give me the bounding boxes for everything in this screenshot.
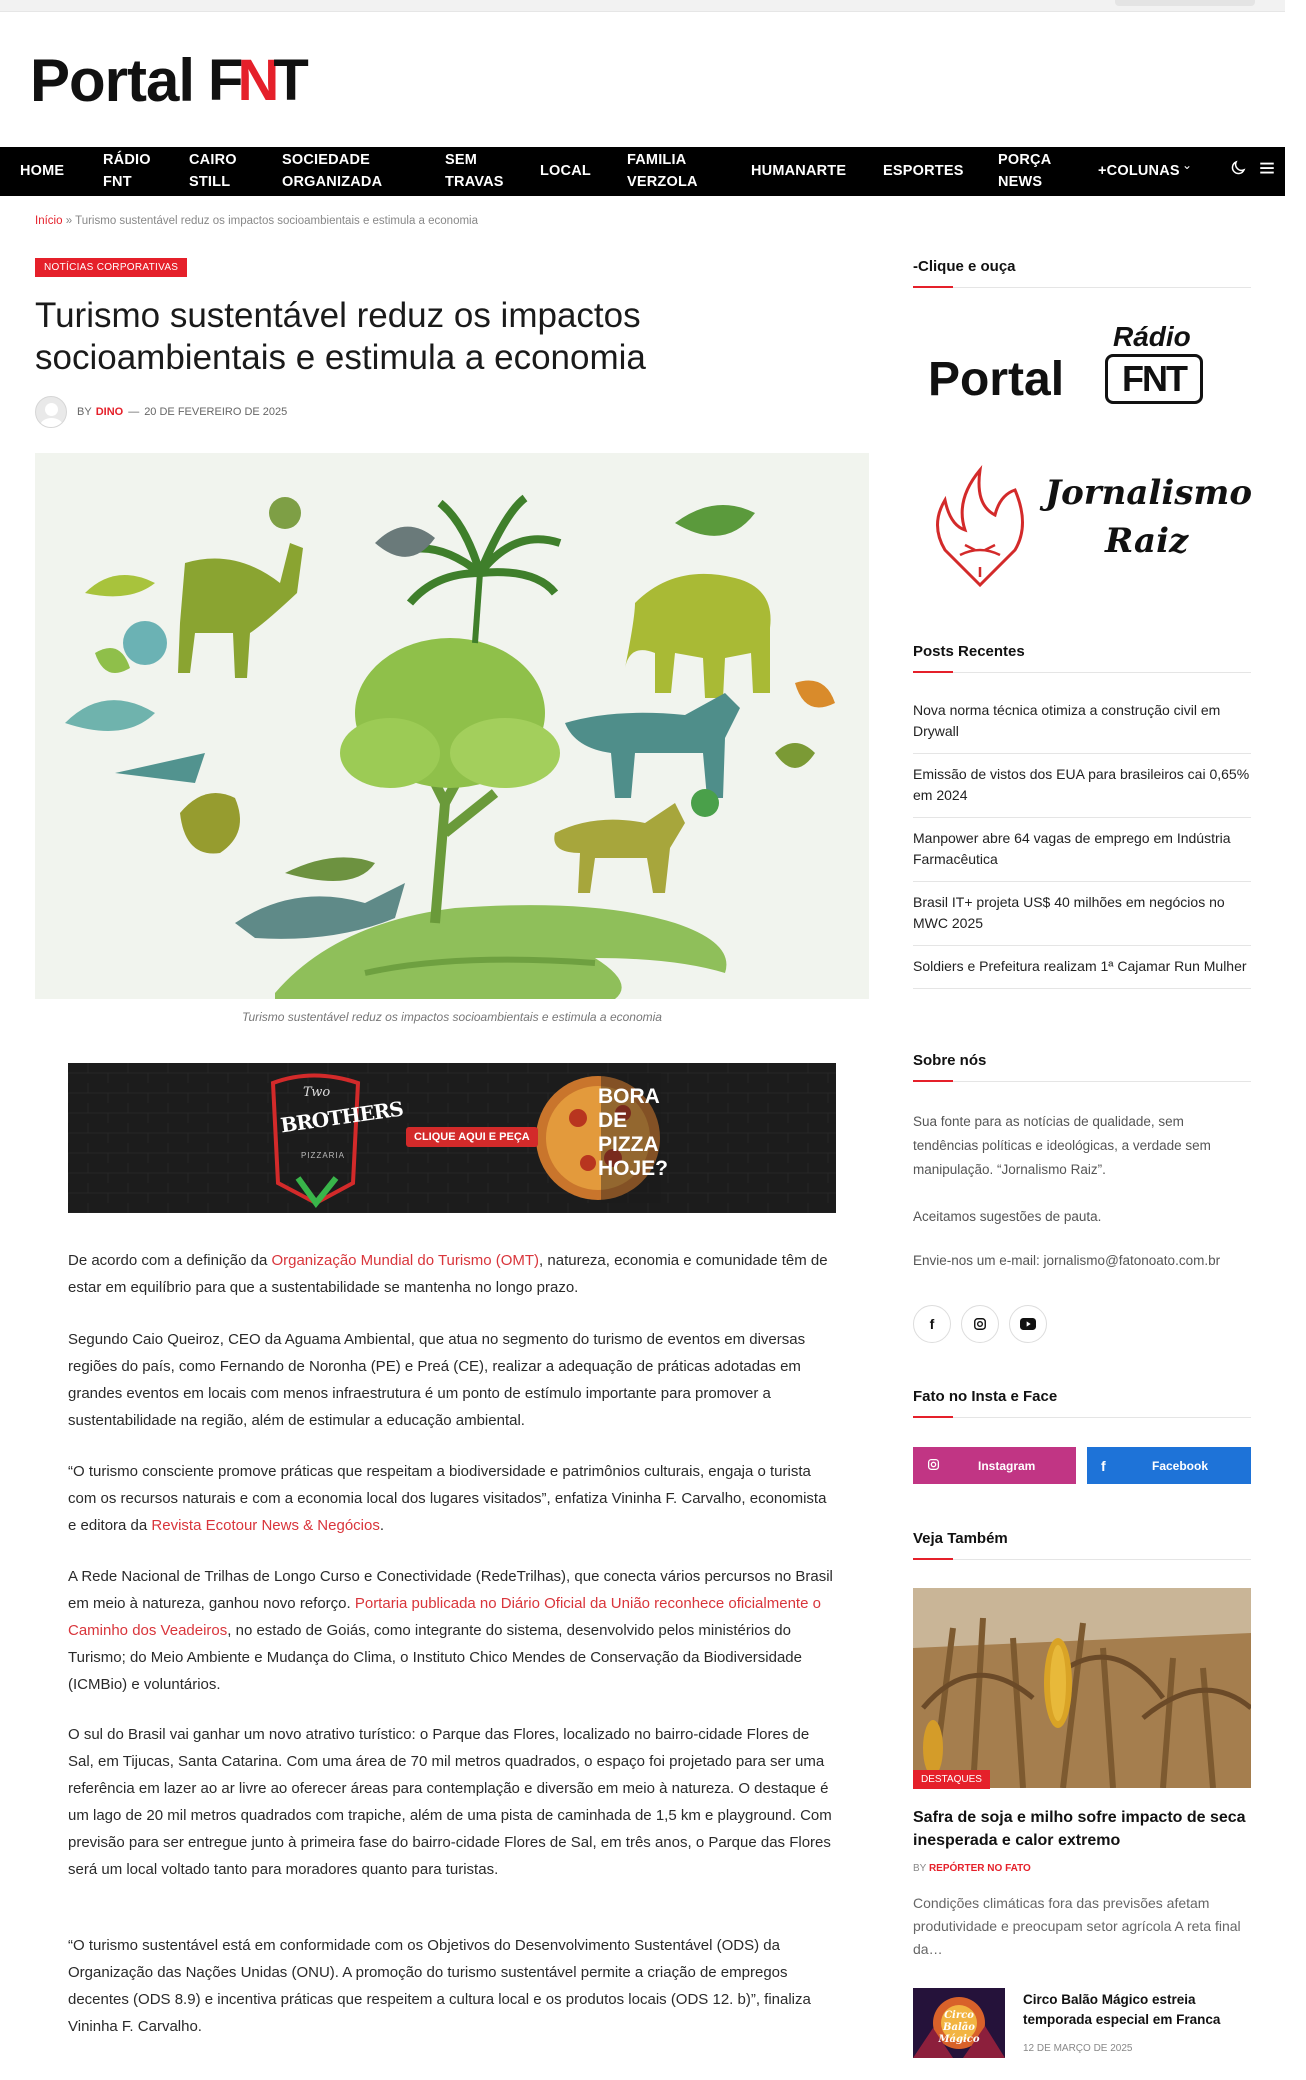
- instagram-icon: [927, 1458, 961, 1474]
- article-paragraph-6: [68, 1932, 838, 2040]
- paragraph-5-text: O sul do Brasil vai ganhar um novo atrativo turístico: o Parque das Flores, localizado no bairro-cidade Flores de Sal, em Tijucas, Santa Catarina. Com uma área de 70 mil metros quadrados, o espaço foi projetado para ser uma referência em lazer ao ar livre ao oferecer áreas para contemplação e diversão em meio à natureza. O destaque é um lago de 20 mil metros quadrados com trapiche, além de uma pista de caminhada de 1,5 km e playground. Com previsão para ser entregue junto à primeira fase do bairro-cidade Flores de Sal, em três anos, o Parque das Flores será um local voltado tanto para moradores quanto para turistas.: [68, 1726, 832, 1878]
- nav-item-home[interactable]: HOME: [20, 163, 65, 179]
- logo-fnt-f: F: [208, 48, 244, 113]
- instagram-icon[interactable]: [961, 1305, 999, 1343]
- author-link[interactable]: DINO: [95, 406, 124, 418]
- radio-fnt-logo[interactable]: [925, 318, 1215, 408]
- paragraph-3-text-b: .: [379, 1517, 385, 1534]
- date-separator: —: [128, 406, 140, 418]
- widget-title-listen: -Clique e ouça: [913, 258, 1251, 288]
- raiz-word: Raiz: [1105, 521, 1189, 561]
- breadcrumb-separator: »: [65, 215, 73, 227]
- chevron-down-icon: ⌄: [1182, 158, 1193, 172]
- facebook-icon: f: [1101, 1457, 1106, 1474]
- radio-logo-fnt: FNT: [1105, 354, 1203, 404]
- ad-brand-sub: PIZZARIA: [301, 1151, 346, 1160]
- facebook-button[interactable]: [1087, 1447, 1251, 1484]
- link-revista-ecotour[interactable]: Revista Ecotour News & Negócios: [151, 1517, 380, 1534]
- hamburger-menu-icon[interactable]: [1258, 159, 1276, 182]
- nav-item-sociedade-organizada[interactable]: SOCIEDADE ORGANIZADA: [282, 152, 383, 190]
- logo-fnt-t: T: [273, 48, 309, 113]
- author-avatar[interactable]: [35, 396, 67, 428]
- paragraph-4-text-a: A Rede Nacional de Trilhas de Longo Curso e Conectividade (RedeTrilhas), que conecta vários percursos no Brasil em meio à natureza, ganhou novo reforço.: [68, 1568, 833, 1612]
- link-omt[interactable]: Organização Mundial do Turismo (OMT): [271, 1252, 540, 1269]
- logo-fnt-n: N: [237, 48, 280, 113]
- ad-brand-top: Two: [303, 1085, 331, 1100]
- veja-post-byline: [913, 1863, 1031, 1874]
- jornalismo-word: Jornalismo: [1045, 473, 1253, 513]
- fox-flame-icon: [925, 455, 1035, 590]
- small-post-thumbnail[interactable]: [913, 1988, 1005, 2058]
- article-paragraph-3: [68, 1458, 838, 1539]
- widget-title-about: Sobre nós: [913, 1052, 1251, 1082]
- paragraph-6-text: “O turismo sustentável está em conformidade com os Objetivos do Desenvolvimento Sustentável (ODS) da Organização das Nações Unidas (ONU). A promoção do turismo sustentável permite a criação de empregos decentes (ODS 8.9) e incentiva práticas que respeitem a cultura local e os produtos locais (ODS 12. b)”, finaliza Vininha F. Carvalho.: [68, 1937, 811, 2035]
- veja-post-badge[interactable]: DESTAQUES: [913, 1770, 990, 1789]
- widget-title-social: Fato no Insta e Face: [913, 1388, 1251, 1418]
- dark-mode-moon-icon[interactable]: [1229, 159, 1247, 182]
- nav-item-familia-verzola[interactable]: FAMILIA VERZOLA: [627, 152, 698, 190]
- youtube-icon[interactable]: [1009, 1305, 1047, 1343]
- nav-item-cairo-still[interactable]: CAIRO STILL: [189, 152, 237, 190]
- about-suggest: Aceitamos sugestões de pauta.: [913, 1209, 1102, 1224]
- veja-author-link[interactable]: REPÓRTER NO FATO: [928, 1863, 1031, 1874]
- small-post-thumb-text: Circo Balão Mágico: [938, 2010, 980, 2045]
- breadcrumb-home-link[interactable]: Início: [35, 215, 63, 227]
- small-post-date: 12 DE MARÇO DE 2025: [1023, 2043, 1133, 2054]
- article-meta: [35, 396, 287, 428]
- nav-item-colunas[interactable]: +COLUNAS: [1098, 163, 1180, 179]
- logo-word: Portal: [30, 47, 195, 114]
- instagram-button[interactable]: [913, 1447, 1076, 1484]
- nav-item-radio-fnt[interactable]: RÁDIO FNT: [103, 152, 151, 190]
- main-nav: [0, 147, 1285, 196]
- ad-tagline-line-1: BORA: [598, 1085, 660, 1108]
- article-paragraph-2: [68, 1326, 838, 1434]
- breadcrumb-current: Turismo sustentável reduz os impactos socioambientais e estimula a economia: [75, 215, 479, 227]
- recent-post-link[interactable]: Nova norma técnica otimiza a construção civil em Drywall: [913, 690, 1251, 754]
- ad-tagline-line-4: HOJE?: [598, 1157, 669, 1180]
- site-logo[interactable]: [30, 47, 309, 114]
- veja-post-title[interactable]: Safra de soja e milho sofre impacto de seca inesperada e calor extremo: [913, 1809, 1246, 1849]
- ad-tagline-line-3: PIZZA: [598, 1133, 659, 1156]
- by-label: BY: [77, 406, 92, 418]
- nav-item-local[interactable]: LOCAL: [540, 163, 591, 179]
- breadcrumb: [35, 215, 478, 227]
- top-bar: [0, 0, 1285, 12]
- recent-post-link[interactable]: Manpower abre 64 vagas de emprego em Indústria Farmacêutica: [913, 818, 1251, 882]
- top-search-pill[interactable]: [1115, 0, 1255, 6]
- paragraph-1-text-b: , natureza, economia e comunidade têm de estar em equilíbrio para que a sustentabilidade se mantenha no longo prazo.: [68, 1252, 828, 1296]
- recent-post-link[interactable]: Brasil IT+ projeta US$ 40 milhões em negócios no MWC 2025: [913, 882, 1251, 946]
- nav-item-humanarte[interactable]: HUMANARTE: [751, 163, 847, 179]
- recent-post-link[interactable]: Soldiers e Prefeitura realizam 1ª Cajamar Run Mulher: [913, 946, 1251, 989]
- paragraph-1-text-a: De acordo com a definição da: [68, 1252, 272, 1269]
- about-text: Sua fonte para as notícias de qualidade, sem tendências políticas e ideológicas, a verdade sem manipulação. “Jornalismo Raiz”.: [913, 1114, 1211, 1177]
- recent-posts-list: [913, 690, 1251, 989]
- widget-title-recent-posts: Posts Recentes: [913, 643, 1251, 673]
- pizza-ad-banner[interactable]: [68, 1063, 836, 1213]
- paragraph-3-text-a: “O turismo consciente promove práticas que respeitam a biodiversidade e patrimônios culturais, engaja o turista com os recursos naturais e com a economia local dos lugares visitados”, enfatiza Vininha F. Carvalho, economista e editora da: [68, 1463, 827, 1534]
- facebook-button-label: Facebook: [1152, 1458, 1209, 1473]
- logo-fnt: [208, 48, 309, 113]
- link-portaria-diario-oficial[interactable]: Portaria publicada no Diário Oficial da União reconhece oficialmente o Caminho dos Veadeiros: [68, 1595, 821, 1639]
- ad-tagline-line-2: DE: [598, 1109, 628, 1132]
- small-post-title[interactable]: Circo Balão Mágico estreia temporada especial em Franca: [1023, 1992, 1221, 2027]
- instagram-button-label: Instagram: [978, 1458, 1036, 1473]
- article-paragraph-1: [68, 1247, 838, 1301]
- veja-post-excerpt: Condições climáticas fora das previsões afetam produtividade e preocupam setor agrícola A reta final da…: [913, 1895, 1241, 1957]
- facebook-icon[interactable]: f: [913, 1305, 951, 1343]
- recent-post-link[interactable]: Emissão de vistos dos EUA para brasileiros cai 0,65% em 2024: [913, 754, 1251, 818]
- ad-cta-button[interactable]: CLIQUE AQUI E PEÇA: [406, 1127, 538, 1147]
- paragraph-4-text-b: , no estado de Goiás, como integrante do sistema, desenvolvido pelos ministérios do Turismo; do Meio Ambiente e Mudança do Clima, o Instituto Chico Mendes de Conservação da Biodiversidade (ICMBio) e voluntários.: [68, 1622, 802, 1693]
- image-caption: Turismo sustentável reduz os impactos socioambientais e estimula a economia: [242, 1010, 662, 1024]
- article-paragraph-4: [68, 1563, 838, 1698]
- category-badge[interactable]: NOTÍCIAS CORPORATIVAS: [35, 258, 187, 277]
- nav-item-porca-news[interactable]: PORÇA NEWS: [998, 152, 1051, 190]
- jornalismo-raiz-logo[interactable]: [925, 455, 1253, 590]
- ad-tagline: [598, 1085, 668, 1181]
- veja-post-image[interactable]: [913, 1588, 1251, 1788]
- article-date: 20 DE FEVEREIRO DE 2025: [144, 406, 288, 418]
- veja-by-label: BY: [913, 1863, 927, 1874]
- ad-brand: BROTHERS: [278, 1096, 405, 1138]
- radio-logo-radio: Rádio: [1113, 321, 1191, 352]
- nav-item-esportes[interactable]: ESPORTES: [883, 163, 964, 179]
- hero-image: [35, 453, 869, 999]
- article-paragraph-5: [68, 1721, 838, 1883]
- widget-title-veja: Veja Também: [913, 1530, 1251, 1560]
- social-icons-row: [913, 1305, 1047, 1343]
- nav-item-sem-travas[interactable]: SEM TRAVAS: [445, 152, 504, 190]
- paragraph-2-text: Segundo Caio Queiroz, CEO da Aguama Ambiental, que atua no segmento do turismo de eventos em diversas regiões do país, como Fernando de Noronha (PE) e Preá (CE), realizar a adequação de práticas adotadas em grandes eventos em locais com menos infraestrutura é um ponto de estímulo importante para promover a sustentabilidade na região, além de estimular a educação ambiental.: [68, 1331, 806, 1429]
- about-email: Envie-nos um e-mail: jornalismo@fatonoato.com.br: [913, 1253, 1221, 1268]
- radio-logo-word: Portal: [928, 353, 1065, 406]
- article-title: Turismo sustentável reduz os impactos socioambientais e estimula a economia: [35, 296, 646, 377]
